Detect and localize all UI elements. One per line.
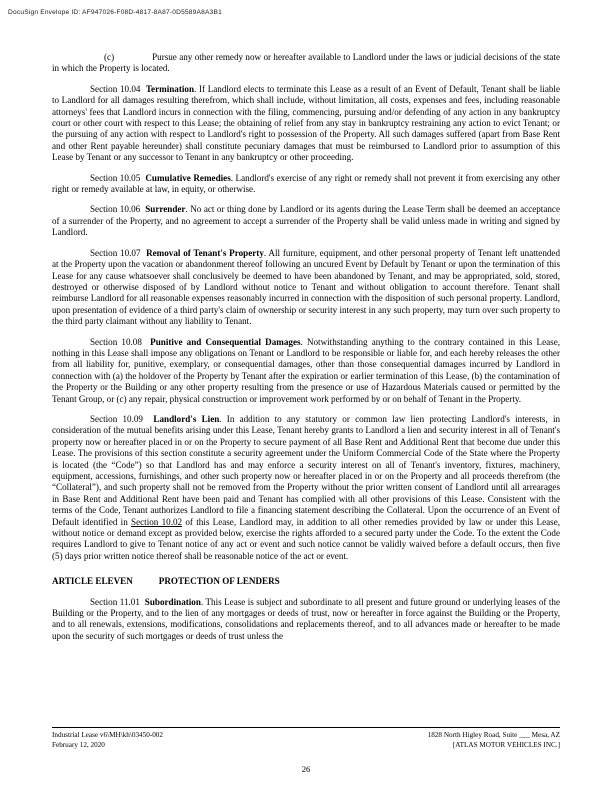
section-10-05-text: . Landlord's exercise of any right or remedy shall not prevent it from exercising any other right or remedy available at law, in equity, or otherwise. — [52, 172, 561, 195]
article-eleven-heading — [52, 576, 560, 587]
section-10-06-heading: Surrender — [145, 204, 186, 215]
section-10-08-text: . Notwithstanding anything to the contrary contained in this Lease, nothing in this Lease shall impose any obligations on Tenant or Landlord to be responsible or liable for, and each hereby releases the other from all liability for, punitive, exemplary, or consequential damages, other than those consequential damages incurred by Landlord in connection with (a) the holdover of the Property by Tenant after the expiration or earlier termination of this Lease, (b) the contamination of the Property or the Building or any other property resulting from the presence or use of Hazardous Materials caused or permitted by the Tenant Group, or (c) any repair, physical construction or improvement work performed by or on behalf of Tenant in the Property. — [52, 336, 561, 404]
clause-c-label: (c) — [104, 52, 115, 62]
section-10-05-paragraph — [52, 173, 560, 196]
article-title: PROTECTION OF LENDERS — [158, 576, 280, 587]
section-10-04-number: Section 10.04 — [90, 83, 141, 94]
section-10-09-paragraph — [52, 414, 560, 562]
section-10-09-text-continued: of this Lease, Landlord may, in addition to all other remedies provided by law or under this Lease, without notice or demand except as provided below, exercise the rights afforded to a secured party under the Code. To the extent the Code requires Landlord to give to Tenant notice of any act or event and such notice cannot be validly waived before a default occurs, then five (5) days prior written notice thereof shall be reasonable notice of the act or event. — [52, 516, 561, 561]
footer-property-address: 1828 North Higley Road, Suite ___ Mesa, AZ — [427, 731, 560, 740]
section-11-01-paragraph — [52, 597, 560, 643]
page-footer — [52, 727, 560, 750]
section-10-06-number: Section 10.06 — [90, 204, 141, 215]
section-10-06-text: . No act or thing done by Landlord or its agents during the Lease Term shall be deemed an acceptance of a surrender of the Property, and no agreement to accept a surrender of the Property shall be valid unless made in writing and signed by Landlord. — [52, 204, 560, 238]
section-10-09-heading: Landlord's Lien — [153, 413, 220, 424]
section-10-04-heading: Termination — [145, 83, 194, 94]
section-10-07-text: . All furniture, equipment, and other personal property of Tenant left unattended at the Property upon the vacation or abandonment thereof following an uncured Event by Default by Tenant or upon the termination of this Lease for any cause whatsoever shall conclusively be deemed to have been abandoned by Tenant, and may be appropriated, sold, stored, destroyed or otherwise disposed of by Landlord without notice to Tenant and without obligation to account therefore. Tenant shall reimburse Landlord for all reasonable expenses reasonably incurred in connection with the disposition of such personal property. Landlord, upon presentation of evidence of a third party's claim of ownership or security interest in any such property, may turn over such property to the third party claimant without any liability to Tenant. — [52, 247, 561, 327]
section-10-02-cross-reference-link[interactable]: Section 10.02 — [131, 516, 183, 527]
section-10-04-text: . If Landlord elects to terminate this Lease as a result of an Event of Default, Tenant shall be liable to Landlord for all damages resulting therefrom, which shall include, without limitation, all costs, expenses and fees, including reasonable attorneys' fees that Landlord incurs in connection with the filing, commencing, pursuing and/or defending of any action in any bankruptcy court or other court with respect to this Lease; the obtaining of relief from any stay in bankruptcy restraining any action to evict Tenant; or the pursuing of any action with respect to Landlord's right to possession of the Property. All such damages suffered (apart from Base Rent and other Rent payable hereunder) shall constitute pecuniary damages that must be reimbursed to Landlord prior to assumption of this Lease by Tenant or any successor to Tenant in any bankruptcy or other proceeding. — [52, 83, 560, 163]
footer-divider — [52, 727, 560, 728]
section-10-07-number: Section 10.07 — [90, 247, 141, 258]
section-10-07-heading: Removal of Tenant's Property — [146, 247, 264, 258]
section-10-09-number: Section 10.09 — [90, 413, 143, 424]
clause-c-paragraph — [52, 52, 560, 75]
footer-tenant-name: [ATLAS MOTOR VEHICLES INC.] — [452, 740, 560, 749]
section-10-06-paragraph — [52, 204, 560, 238]
section-10-08-paragraph — [52, 337, 560, 405]
clause-c-text: Pursue any other remedy now or hereafter available to Landlord under the laws or judicial decisions of the state in which the Property is located. — [52, 52, 560, 74]
section-10-09-text: . In addition to any statutory or common law lien protecting Landlord's interests, in consideration of the mutual benefits arising under this Lease, Tenant hereby grants to Landlord a lien and security interest in all of Tenant's property now or hereafter placed in or on the Property to secure payment of all Base Rent and Additional Rent that become due under this Lease. The provisions of this section constitute a security agreement under the Uniform Commercial Code of the State where the Property is located (the “Code”) so that Landlord has and may enforce a security interest on all of Tenant's inventory, fixtures, machinery, equipment, accessions, furnishings, and other such property now or hereafter placed in or on the Property and all proceeds therefrom (the “Collateral”), and such property shall not be removed from the Property without the prior written consent of Landlord until all arrearages in Base Rent and Additional Rent have been paid and Tenant has complied with all other provisions of this Lease. Consistent with the terms of the Code, Tenant authorizes Landlord to file a financing statement describing the Collateral. Upon the occurrence of an Event of Default identified in — [52, 413, 561, 527]
footer-date: February 12, 2020 — [52, 740, 105, 749]
section-10-07-paragraph — [52, 248, 560, 328]
footer-right-block — [428, 731, 560, 750]
footer-document-version: Industrial Lease v6\MH\kh\03450-002 — [52, 731, 163, 740]
footer-left-block — [52, 731, 163, 750]
section-11-01-heading: Subordination — [144, 596, 201, 607]
section-10-05-number: Section 10.05 — [90, 172, 141, 183]
section-10-08-number: Section 10.08 — [90, 336, 142, 347]
section-10-04-paragraph — [52, 84, 560, 164]
section-10-05-heading: Cumulative Remedies — [145, 172, 231, 183]
section-11-01-number: Section 11.01 — [90, 596, 140, 607]
document-body — [52, 52, 560, 651]
page-number: 26 — [301, 764, 311, 774]
section-10-08-heading: Punitive and Consequential Damages — [150, 336, 301, 347]
article-number: ARTICLE ELEVEN — [52, 576, 133, 587]
footer-columns — [52, 731, 560, 750]
docusign-envelope-id: DocuSign Envelope ID: AF947026-F08D-4817-8A87-0D5589A8A3B1 — [8, 9, 222, 16]
section-11-01-text: . This Lease is subject and subordinate to all present and future ground or underlying leases of the Building or the Property, and to the lien of any mortgages or deeds of trust, now or hereafter in force against the Building or the Property, and to all renewals, extensions, modifications, consolidations and replacements thereof, and to all advances made or hereafter to be made upon the security of such mortgages or deeds of trust unless the — [52, 596, 560, 641]
